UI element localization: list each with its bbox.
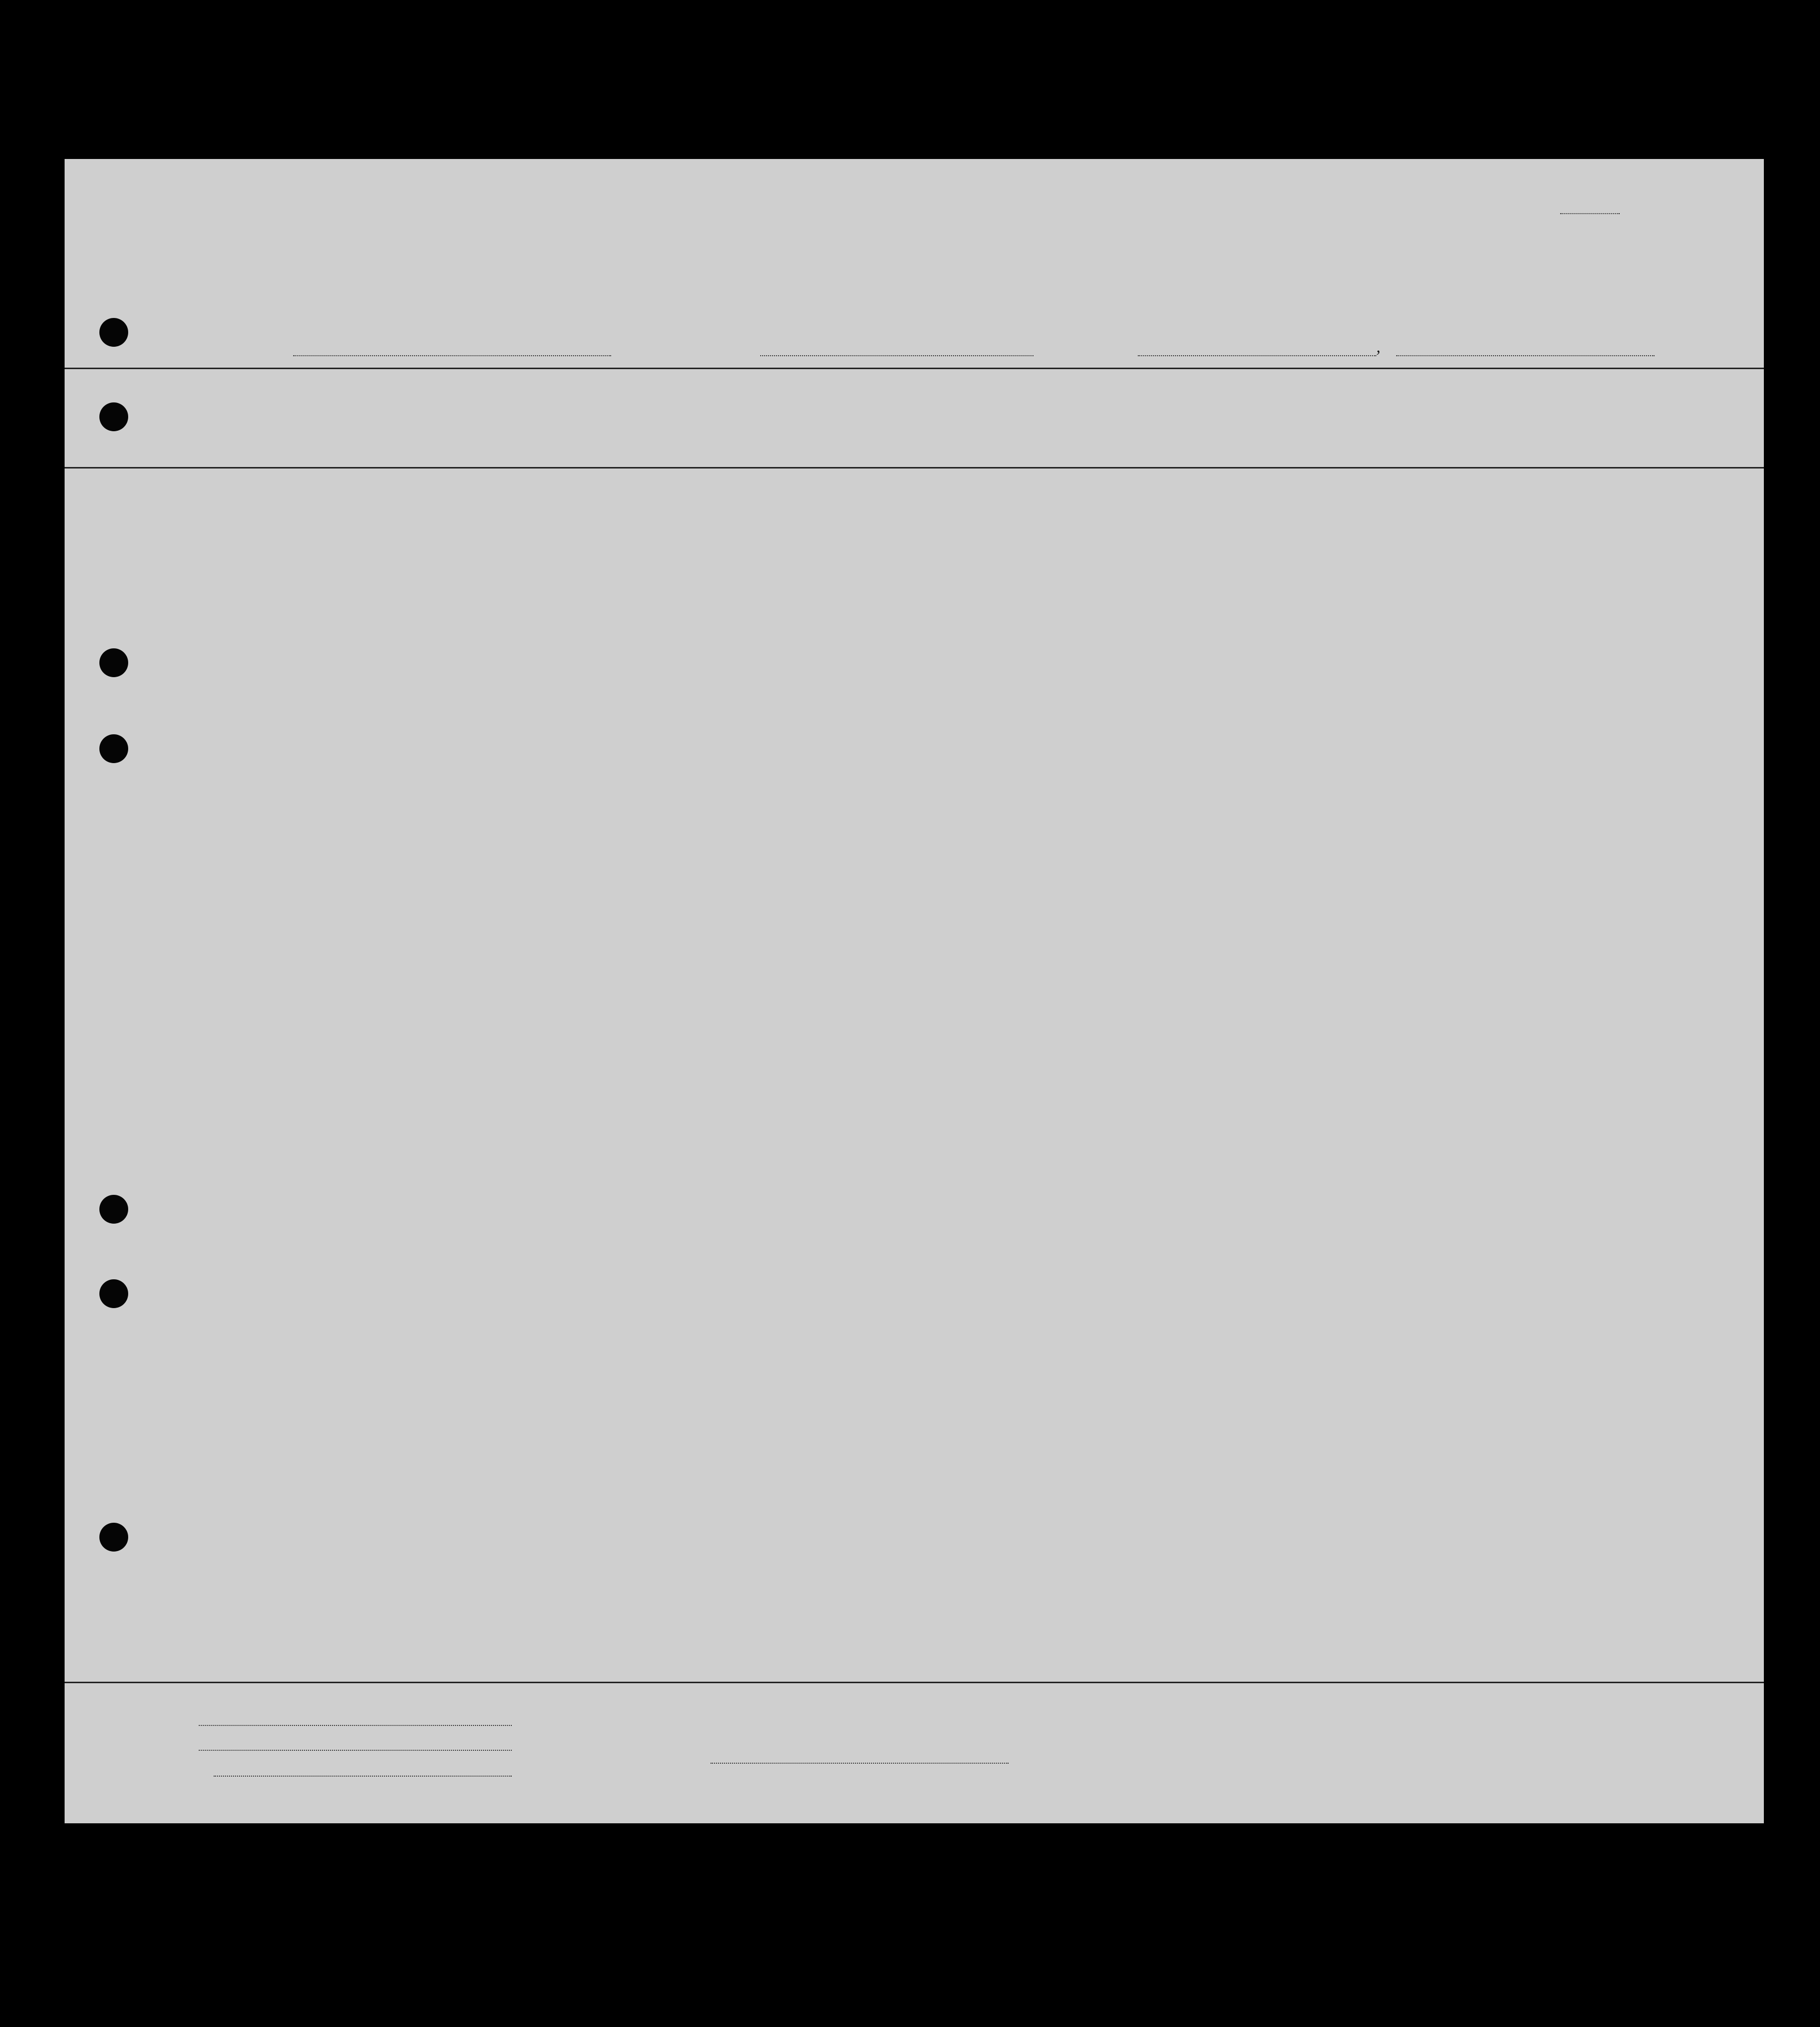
punch-hole [99, 734, 128, 763]
punch-hole [99, 1195, 128, 1224]
punch-hole [99, 648, 128, 677]
sheet-value [1560, 213, 1620, 214]
sheet-number [1560, 203, 1620, 218]
punch-hole [99, 318, 128, 347]
punch-hole [99, 1279, 128, 1308]
manifest-sheet: , [65, 159, 1764, 1823]
punch-hole [99, 402, 128, 431]
punch-hole [99, 1523, 128, 1552]
